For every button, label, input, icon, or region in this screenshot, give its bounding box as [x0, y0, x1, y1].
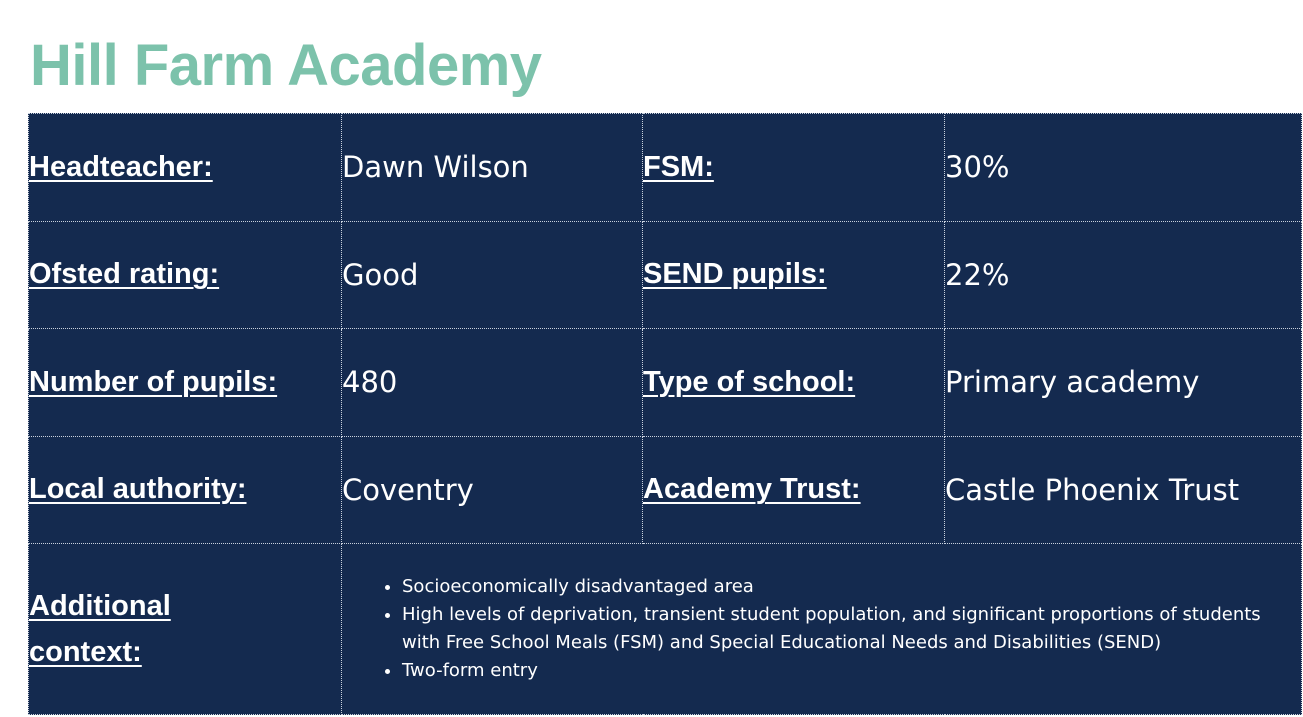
page-title: Hill Farm Academy: [30, 33, 542, 98]
local-authority-label: Local authority:: [29, 436, 342, 544]
additional-context-label-line2: context:: [29, 636, 142, 669]
table-row: [29, 436, 1302, 544]
ofsted-rating-value: Good: [342, 221, 643, 329]
type-of-school-value: Primary academy: [945, 329, 1302, 437]
additional-context-label-line1: Additional: [29, 590, 171, 623]
fsm-label: FSM:: [643, 114, 945, 222]
academy-trust-value: Castle Phoenix Trust: [945, 436, 1302, 544]
list-item: • Two-form entry: [402, 657, 1301, 685]
school-info-table: [28, 113, 1302, 715]
type-of-school-label: Type of school:: [643, 329, 945, 437]
academy-trust-label: Academy Trust:: [643, 436, 945, 544]
list-item: • High levels of deprivation, transient student population, and significant proportions of students with Free School Meals (FSM) and Special Educational Needs and Disabilities (SEND): [402, 601, 1301, 657]
list-item: • Socioeconomically disadvantaged area: [402, 573, 1301, 601]
table-row: [29, 544, 1302, 715]
context-bullet-list: [372, 573, 1301, 685]
number-of-pupils-value: 480: [342, 329, 643, 437]
additional-context-cell: [342, 544, 1302, 715]
send-pupils-label: SEND pupils:: [643, 221, 945, 329]
fsm-value: 30%: [945, 114, 1302, 222]
headteacher-label: Headteacher:: [29, 114, 342, 222]
table-row: [29, 221, 1302, 329]
headteacher-value: Dawn Wilson: [342, 114, 643, 222]
local-authority-value: Coventry: [342, 436, 643, 544]
number-of-pupils-label: Number of pupils:: [29, 329, 342, 437]
additional-context-label: [29, 544, 342, 715]
table-row: [29, 329, 1302, 437]
send-pupils-value: 22%: [945, 221, 1302, 329]
table-row: [29, 114, 1302, 222]
ofsted-rating-label: Ofsted rating:: [29, 221, 342, 329]
